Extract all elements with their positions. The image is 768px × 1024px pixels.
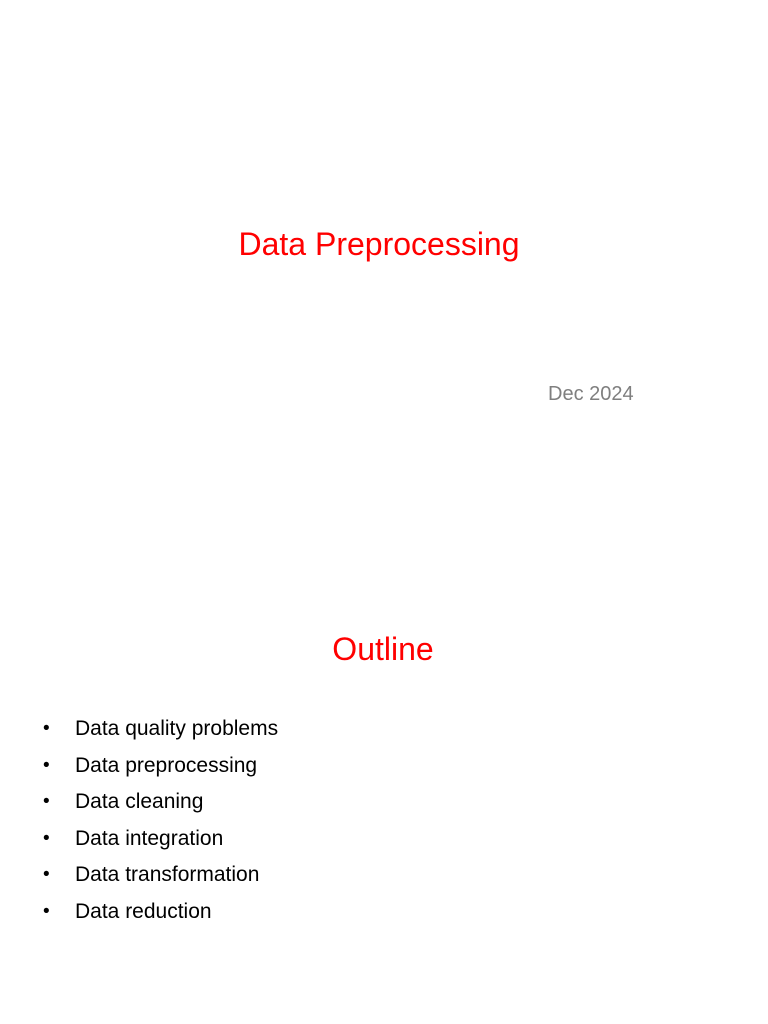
outline-slide [0,512,768,1024]
outline-item-label: Data cleaning [75,790,204,814]
outline-item-label: Data reduction [75,899,212,923]
outline-item [40,714,278,751]
outline-item-label: Data integration [75,826,224,850]
outline-item [40,860,278,897]
outline-item [40,787,278,824]
bullet-icon: • [43,827,50,849]
bullet-icon: • [43,718,50,739]
slide-date: Dec 2024 [548,383,634,405]
outline-list [40,714,278,934]
outline-item [40,897,278,934]
bullet-icon: • [43,791,50,813]
outline-item [40,751,278,788]
outline-item-label: Data quality problems [75,717,279,740]
outline-item-label: Data transformation [75,863,260,887]
outline-item-label: Data preprocessing [75,753,258,777]
bullet-icon: • [43,864,50,886]
outline-item [40,824,278,861]
slide-title: Data Preprocessing [238,226,520,262]
outline-title: Outline [332,631,434,667]
bullet-icon: • [43,754,50,776]
bullet-icon: • [43,900,50,922]
